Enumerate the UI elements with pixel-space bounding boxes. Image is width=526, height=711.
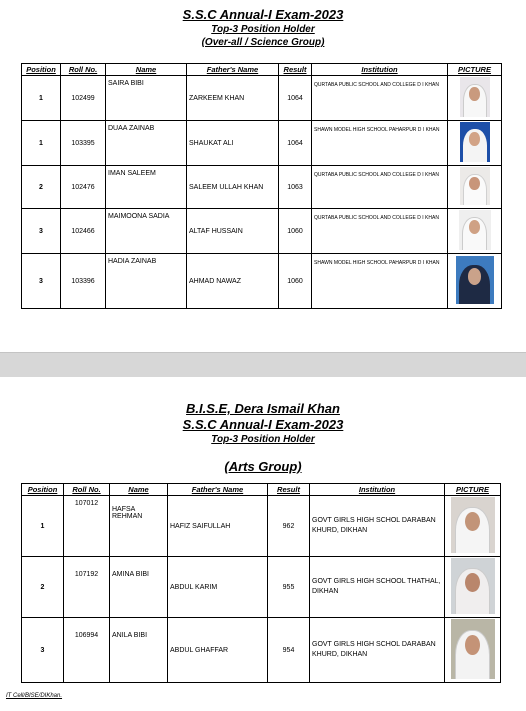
institution-cell: SHAWN MODEL HIGH SCHOOL PAHARPUR D I KHAN — [312, 121, 448, 166]
col-position: Position — [22, 484, 64, 496]
result-cell: 1064 — [279, 76, 312, 121]
institution-cell: GOVT GIRLS HIGH SCHOL DARABAN KHURD, DIKHAN — [310, 496, 445, 557]
col-father: Father's Name — [168, 484, 268, 496]
roll-cell: 102499 — [61, 76, 106, 121]
roll-cell: 106994 — [64, 618, 110, 683]
institution-cell: GOVT GIRLS HIGH SCHOL DARABAN KHURD, DIKHAN — [310, 618, 445, 683]
result-cell: 1064 — [279, 121, 312, 166]
student-photo — [460, 167, 490, 205]
student-photo — [460, 122, 490, 162]
picture-cell — [448, 76, 502, 121]
table-row — [22, 496, 501, 557]
table-row — [22, 76, 502, 121]
table-row — [22, 121, 502, 166]
father-cell: ABDUL GHAFFAR — [168, 618, 268, 683]
name-cell: DUAA ZAINAB — [106, 121, 187, 166]
picture-cell — [448, 209, 502, 254]
position-cell: 3 — [22, 254, 61, 309]
arts-page — [0, 377, 526, 711]
name-cell: ANILA BIBI — [110, 618, 168, 683]
position-cell: 1 — [22, 496, 64, 557]
result-cell: 1063 — [279, 166, 312, 209]
col-roll: Roll No. — [64, 484, 110, 496]
col-picture: PICTURE — [445, 484, 501, 496]
col-institution: Institution — [310, 484, 445, 496]
result-cell: 1060 — [279, 254, 312, 309]
picture-cell — [445, 557, 501, 618]
col-name: Name — [110, 484, 168, 496]
footer-credit: IT Cell/BISE/DIKhan. — [6, 693, 63, 699]
institution-cell: QURTABA PUBLIC SCHOOL AND COLLEGE D I KHAN — [312, 76, 448, 121]
institution-cell: QURTABA PUBLIC SCHOOL AND COLLEGE D I KHAN — [312, 209, 448, 254]
table-header-row — [22, 64, 502, 76]
table-row — [22, 209, 502, 254]
name-cell: IMAN SALEEM — [106, 166, 187, 209]
name-cell: MAIMOONA SADIA — [106, 209, 187, 254]
roll-cell: 103396 — [61, 254, 106, 309]
roll-cell: 102466 — [61, 209, 106, 254]
table-header-row — [22, 484, 501, 496]
science-subtitle: Top-3 Position Holder — [211, 24, 315, 35]
col-picture: PICTURE — [448, 64, 502, 76]
position-cell: 1 — [22, 76, 61, 121]
position-cell: 3 — [22, 618, 64, 683]
roll-cell: 102476 — [61, 166, 106, 209]
picture-cell — [445, 618, 501, 683]
student-photo — [459, 210, 491, 250]
student-photo — [460, 77, 490, 117]
roll-cell: 103395 — [61, 121, 106, 166]
name-cell: HAFSA REHMAN — [110, 496, 168, 557]
result-cell: 954 — [268, 618, 310, 683]
col-father: Father's Name — [187, 64, 279, 76]
student-photo — [451, 558, 495, 614]
table-row — [22, 557, 501, 618]
table-row — [22, 254, 502, 309]
col-result: Result — [279, 64, 312, 76]
position-cell: 2 — [22, 557, 64, 618]
science-title: S.S.C Annual-I Exam-2023 — [182, 7, 344, 22]
picture-cell — [448, 166, 502, 209]
page-separator — [0, 352, 526, 378]
father-cell: SHAUKAT ALI — [187, 121, 279, 166]
father-cell: AHMAD NAWAZ — [187, 254, 279, 309]
name-cell: SAIRA BIBI — [106, 76, 187, 121]
position-cell: 1 — [22, 121, 61, 166]
student-photo — [451, 619, 495, 679]
result-cell: 955 — [268, 557, 310, 618]
picture-cell — [448, 254, 502, 309]
name-cell: AMINA BIBI — [110, 557, 168, 618]
institution-cell: GOVT GIRLS HIGH SCHOOL THATHAL, DIKHAN — [310, 557, 445, 618]
col-position: Position — [22, 64, 61, 76]
position-cell: 2 — [22, 166, 61, 209]
col-institution: Institution — [312, 64, 448, 76]
col-roll: Roll No. — [61, 64, 106, 76]
arts-group-title: (Arts Group) — [224, 459, 302, 474]
institution-cell: QURTABA PUBLIC SCHOOL AND COLLEGE D I KHAN — [312, 166, 448, 209]
arts-table — [21, 483, 501, 683]
father-cell: HAFIZ SAIFULLAH — [168, 496, 268, 557]
col-result: Result — [268, 484, 310, 496]
name-cell: HADIA ZAINAB — [106, 254, 187, 309]
father-cell: ABDUL KARIM — [168, 557, 268, 618]
picture-cell — [445, 496, 501, 557]
student-photo — [451, 497, 495, 553]
institution-cell: SHAWN MODEL HIGH SCHOOL PAHARPUR D I KHAN — [312, 254, 448, 309]
result-cell: 1060 — [279, 209, 312, 254]
student-photo — [456, 256, 494, 304]
arts-title: S.S.C Annual-I Exam-2023 — [182, 417, 344, 432]
science-page — [0, 0, 526, 352]
picture-cell — [448, 121, 502, 166]
result-cell: 962 — [268, 496, 310, 557]
table-row — [22, 618, 501, 683]
col-name: Name — [106, 64, 187, 76]
science-group-title: (Over-all / Science Group) — [201, 37, 325, 48]
table-row — [22, 166, 502, 209]
position-cell: 3 — [22, 209, 61, 254]
board-title: B.I.S.E, Dera Ismail Khan — [186, 401, 340, 416]
father-cell: SALEEM ULLAH KHAN — [187, 166, 279, 209]
roll-cell: 107192 — [64, 557, 110, 618]
arts-subtitle: Top-3 Position Holder — [211, 434, 315, 445]
father-cell: ZARKEEM KHAN — [187, 76, 279, 121]
science-table — [21, 63, 502, 309]
roll-cell: 107012 — [64, 496, 110, 557]
father-cell: ALTAF HUSSAIN — [187, 209, 279, 254]
